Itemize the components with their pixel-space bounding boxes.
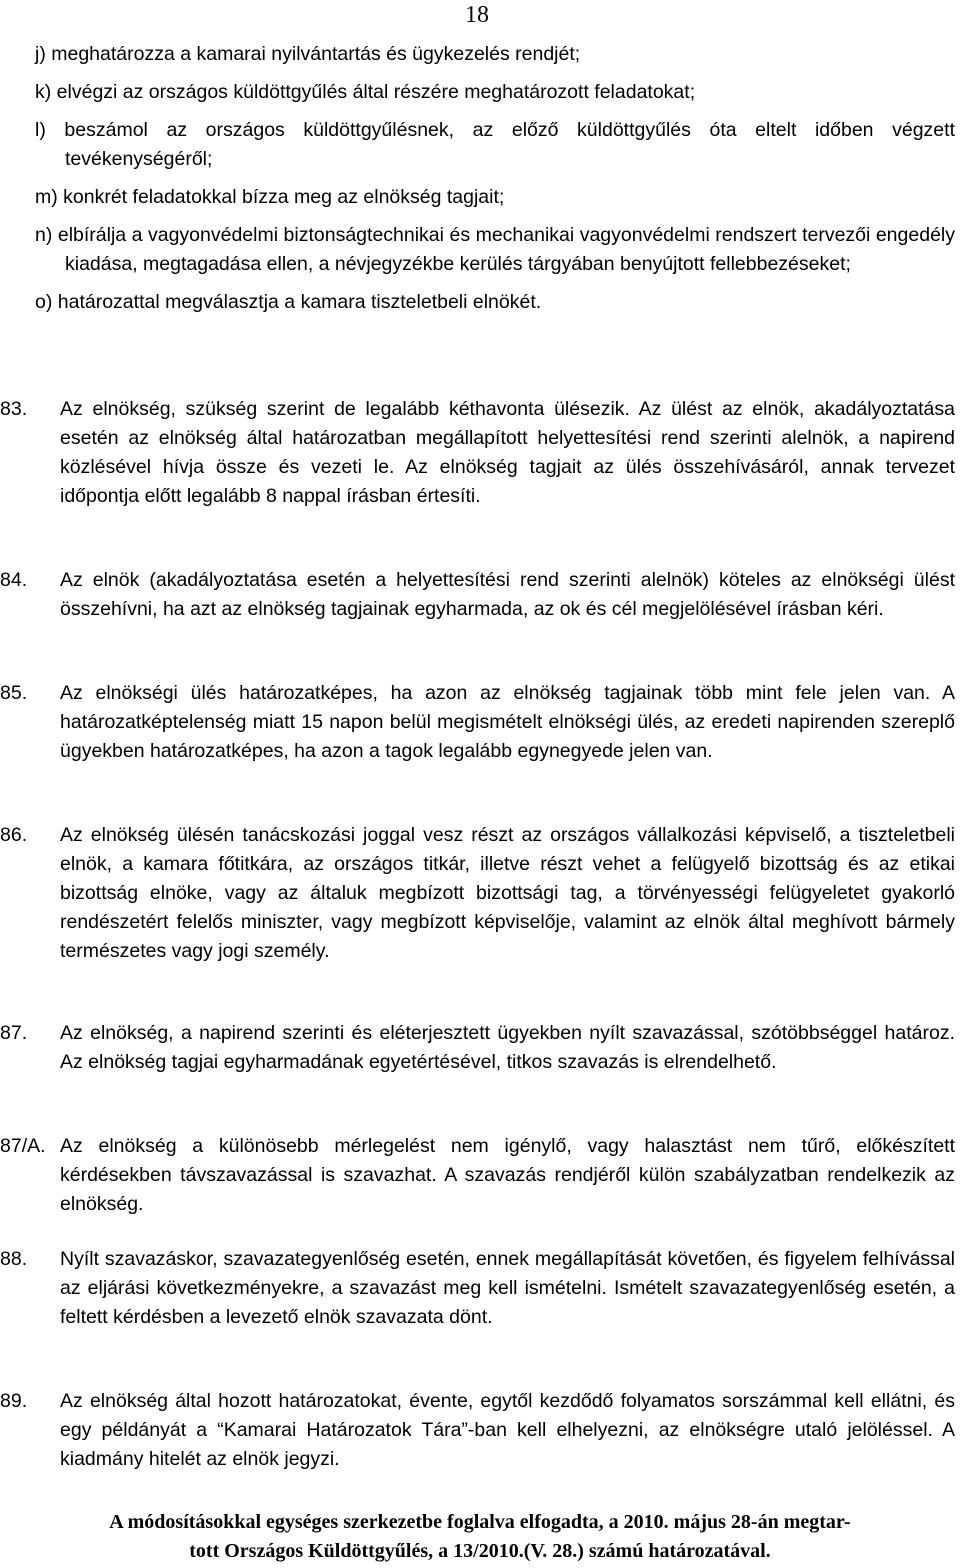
- section-87a: [0, 1132, 960, 1219]
- item-label: o): [35, 291, 58, 313]
- footer-note: [0, 1508, 960, 1566]
- section-number: 86.: [0, 824, 28, 846]
- section-88: [0, 1245, 960, 1332]
- section-text: Az elnökség a különösebb mérlegelést nem igénylő, vagy halasztást nem tűrő, előkészített kérdésekben távszavazással is szavazhat. A szavazás rendjéről külön szabályzatban rendelkezik az elnökség.: [60, 1135, 955, 1215]
- footer-line: tott Országos Küldöttgyűlés, a 13/2010.(V. 28.) számú határozatával.: [189, 1540, 771, 1562]
- item-text: elbírálja a vagyonvédelmi biztonságtechnikai és mechanikai vagyonvédelmi rendszert tervezői engedély kiadása, megtagadása ellen, a névjegyzékbe kerülés tárgyában benyújtott fellebbezéseket;: [57, 224, 955, 275]
- section-text: Nyílt szavazáskor, szavazategyenlőség esetén, ennek megállapítását követően, és figyelem felhívással az eljárási következményekre, a szavazást meg kell ismételni. Ismételt szavazategyenlőség esetén, a feltett kérdésben a levezető elnök szavazata dönt.: [60, 1248, 955, 1328]
- list-item: [35, 78, 955, 107]
- section-89: [0, 1387, 960, 1474]
- item-text: határozattal megválasztja a kamara tiszteletbeli elnökét.: [57, 291, 542, 313]
- list-item: [35, 116, 955, 174]
- item-label: k): [35, 81, 57, 103]
- item-text: elvégzi az országos küldöttgyűlés által részére meghatározott feladatokat;: [56, 81, 696, 103]
- section-text: Az elnökség, szükség szerint de legalább kéthavonta ülésezik. Az ülést az elnök, akadályoztatása esetén az elnökség által határozatban megállapított helyettesítési rend szerinti alelnök, a napirend közlésével hívja össze és vezeti le. Az elnökség tagjait az ülés összehívásáról, annak tervezet időpontja előtt legalább 8 nappal írásban értesíti.: [60, 398, 955, 507]
- section-number: 88.: [0, 1248, 28, 1270]
- section-number: 83.: [0, 398, 28, 420]
- section-text: Az elnökség ülésén tanácskozási joggal vesz részt az országos vállalkozási képviselő, a tiszteletbeli elnök, a kamara főtitkára, az országos titkár, illetve részt vehet a felügyelő bizottság és az etikai bizottság elnöke, vagy az általuk megbízott bizottsági tag, a törvényességi felügyeletet gyakorló rendészetért felelős miniszter, vagy megbízott képviselője, valamint az elnök által meghívott bármely természetes vagy jogi személy.: [60, 824, 955, 962]
- section-text: Az elnök (akadályoztatása esetén a helyettesítési rend szerinti alelnök) köteles az elnökségi ülést összehívni, ha azt az elnökség tagjainak egyharmada, az ok és cél megjelölésével írásban kéri.: [60, 569, 955, 620]
- section-number: 87.: [0, 1022, 28, 1044]
- list-item: [35, 183, 955, 212]
- section-87: [0, 1019, 960, 1077]
- page-number: 18: [465, 2, 489, 28]
- section-number: 87/A.: [0, 1135, 46, 1157]
- section-number: 89.: [0, 1390, 28, 1412]
- item-text: konkrét feladatokkal bízza meg az elnökség tagjait;: [63, 186, 505, 208]
- section-83: [0, 395, 960, 511]
- list-item: [35, 221, 955, 279]
- item-label: l): [35, 119, 65, 141]
- footer-line: A módosításokkal egységes szerkezetbe foglalva elfogadta, a 2010. május 28-án megtar-: [109, 1511, 851, 1533]
- item-text: meghatározza a kamarai nyilvántartás és ügykezelés rendjét;: [51, 43, 581, 65]
- item-label: j): [35, 43, 52, 65]
- item-text: beszámol az országos küldöttgyűlésnek, az előző küldöttgyűlés óta eltelt időben végzett tevékenységéről;: [64, 119, 955, 170]
- section-86: [0, 821, 960, 966]
- section-text: Az elnökség, a napirend szerinti és eléterjesztett ügyekben nyílt szavazással, szótöbbséggel határoz. Az elnökség tagjai egyharmadának egyetértésével, titkos szavazás is elrendelhető.: [60, 1022, 955, 1073]
- sub-item-list: [35, 40, 955, 326]
- section-number: 84.: [0, 569, 28, 591]
- section-85: [0, 679, 960, 766]
- section-text: Az elnökségi ülés határozatképes, ha azon az elnökség tagjainak több mint fele jelen van. A határozatképtelenség miatt 15 napon belül megismételt elnökségi ülés, az eredeti napirenden szereplő ügyekben határozatképes, ha azon a tagok legalább egynegyede jelen van.: [60, 682, 955, 762]
- list-item: [35, 40, 955, 69]
- section-text: Az elnökség által hozott határozatokat, évente, egytől kezdődő folyamatos sorszámmal kell ellátni, és egy példányát a “Kamarai Határozatok Tára”-ban kell elhelyezni, az elnökségre utaló jelöléssel. A kiadmány hitelét az elnök jegyzi.: [60, 1390, 955, 1470]
- item-label: n): [35, 224, 58, 246]
- section-number: 85.: [0, 682, 28, 704]
- list-item: [35, 288, 955, 317]
- section-84: [0, 566, 960, 624]
- item-label: m): [35, 186, 64, 208]
